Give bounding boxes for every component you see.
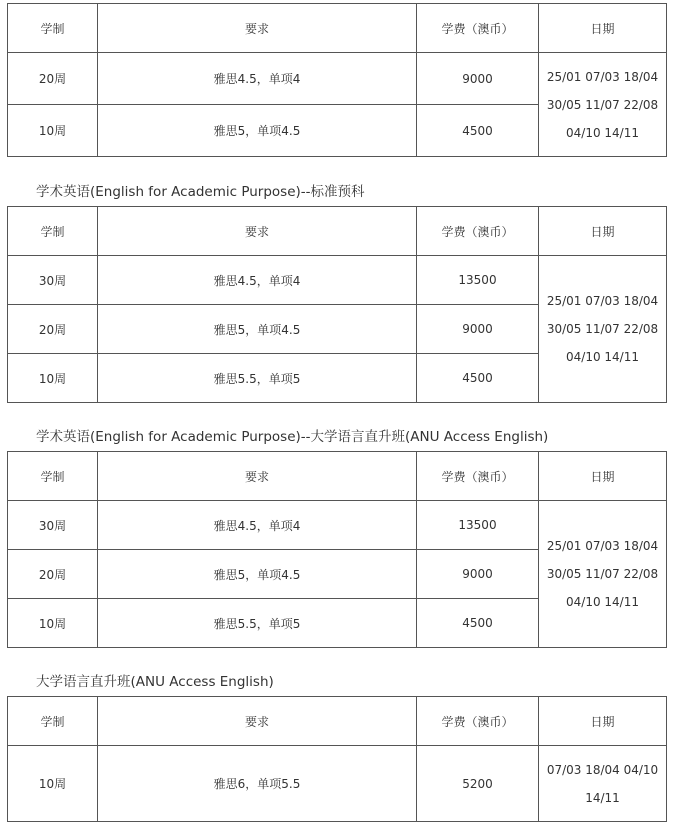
header-fee: 学费（澳币） — [417, 452, 539, 501]
table-header-row — [8, 452, 667, 501]
header-system: 学制 — [8, 697, 98, 746]
dates-line: 07/03 18/04 04/10 — [546, 762, 659, 777]
section-title-eap-anu-access: 学术英语(English for Academic Purpose)--大学语言直升班(ANU Access English) — [36, 429, 549, 445]
header-dates: 日期 — [539, 4, 667, 53]
dates-line: 30/05 11/07 22/08 — [546, 97, 659, 112]
table-header-row — [8, 4, 667, 53]
weeks-cell: 10周 — [8, 599, 98, 648]
table-row — [8, 256, 667, 305]
fee-cell: 9000 — [417, 550, 539, 599]
weeks-cell: 20周 — [8, 53, 98, 105]
header-requirement: 要求 — [98, 452, 417, 501]
requirement-cell: 雅思4.5，单项4 — [98, 501, 417, 550]
header-fee: 学费（澳币） — [417, 207, 539, 256]
table-header-row — [8, 697, 667, 746]
weeks-cell: 10周 — [8, 105, 98, 157]
fee-cell: 13500 — [417, 501, 539, 550]
header-fee: 学费（澳币） — [417, 697, 539, 746]
header-system: 学制 — [8, 4, 98, 53]
section-title-eap-foundation: 学术英语(English for Academic Purpose)--标准预科 — [36, 184, 365, 200]
fee-cell: 9000 — [417, 53, 539, 105]
tuition-table-4 — [7, 696, 667, 822]
dates-line: 30/05 11/07 22/08 — [546, 567, 659, 581]
requirement-cell: 雅思4.5，单项4 — [98, 53, 417, 105]
weeks-cell: 30周 — [8, 256, 98, 305]
header-system: 学制 — [8, 452, 98, 501]
requirement-cell: 雅思5.5，单项5 — [98, 354, 417, 403]
dates-line: 14/11 — [585, 790, 620, 805]
dates-line: 25/01 07/03 18/04 — [546, 294, 659, 308]
weeks-cell: 20周 — [8, 550, 98, 599]
fee-cell: 5200 — [417, 746, 539, 822]
header-system: 学制 — [8, 207, 98, 256]
dates-line: 25/01 07/03 18/04 — [546, 69, 659, 84]
header-requirement: 要求 — [98, 207, 417, 256]
weeks-cell: 10周 — [8, 746, 98, 822]
requirement-cell: 雅思5，单项4.5 — [98, 105, 417, 157]
header-dates: 日期 — [539, 452, 667, 501]
requirement-cell: 雅思5.5，单项5 — [98, 599, 417, 648]
tuition-table-3 — [7, 451, 667, 648]
requirement-cell: 雅思6，单项5.5 — [98, 746, 417, 822]
fee-cell: 4500 — [417, 599, 539, 648]
dates-cell — [539, 746, 667, 822]
table-row — [8, 501, 667, 550]
dates-line: 04/10 14/11 — [566, 595, 639, 609]
dates-cell — [539, 53, 667, 157]
fee-cell: 9000 — [417, 305, 539, 354]
header-dates: 日期 — [539, 207, 667, 256]
weeks-cell: 20周 — [8, 305, 98, 354]
table-header-row — [8, 207, 667, 256]
tuition-table-2 — [7, 206, 667, 403]
dates-line: 25/01 07/03 18/04 — [546, 539, 659, 553]
header-dates: 日期 — [539, 697, 667, 746]
table-row — [8, 53, 667, 105]
header-requirement: 要求 — [98, 697, 417, 746]
fee-cell: 4500 — [417, 105, 539, 157]
table-row — [8, 746, 667, 822]
section-title-anu-access: 大学语言直升班(ANU Access English) — [36, 674, 274, 690]
header-fee: 学费（澳币） — [417, 4, 539, 53]
fee-cell: 4500 — [417, 354, 539, 403]
tuition-table-1 — [7, 3, 667, 157]
dates-cell — [539, 256, 667, 403]
dates-line: 04/10 14/11 — [566, 125, 639, 140]
dates-line: 04/10 14/11 — [566, 350, 639, 364]
requirement-cell: 雅思4.5，单项4 — [98, 256, 417, 305]
header-requirement: 要求 — [98, 4, 417, 53]
weeks-cell: 10周 — [8, 354, 98, 403]
weeks-cell: 30周 — [8, 501, 98, 550]
requirement-cell: 雅思5，单项4.5 — [98, 305, 417, 354]
dates-cell — [539, 501, 667, 648]
fee-cell: 13500 — [417, 256, 539, 305]
requirement-cell: 雅思5，单项4.5 — [98, 550, 417, 599]
dates-line: 30/05 11/07 22/08 — [546, 322, 659, 336]
